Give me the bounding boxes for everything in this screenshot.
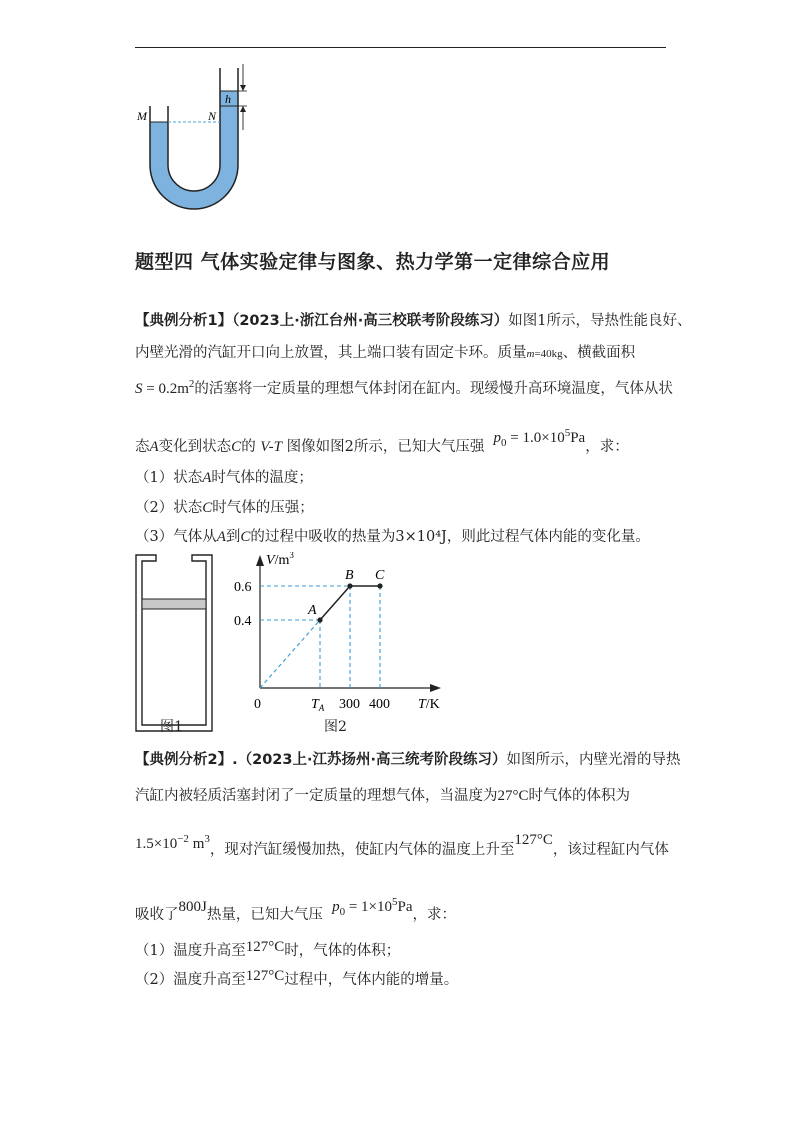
ex2-q1-temp: 127°C xyxy=(245,939,285,955)
label-h: h xyxy=(225,92,231,106)
label-point-b: B xyxy=(345,568,354,583)
ex2-line2-b: 时气体的体积为 xyxy=(528,788,631,804)
ex2-line4-b: 热量，已知大气压 xyxy=(206,906,323,923)
ex1-line4-c: 的 xyxy=(241,438,256,455)
ex2-p0-value: = 1×10 xyxy=(345,898,392,915)
state-c: C xyxy=(231,438,242,455)
label-point-a: A xyxy=(308,603,317,618)
ex1-q3 xyxy=(135,527,650,547)
ex1-line2-tail: 、横截面积 xyxy=(562,345,636,361)
ex1-line3 xyxy=(135,374,673,399)
vol-unit: m xyxy=(188,835,205,852)
tick-v06: 0.6 xyxy=(234,580,252,595)
ex2-line3-b: ，该过程缸内气体 xyxy=(552,841,669,858)
p0-exp: 5 xyxy=(564,427,571,439)
vol-exp: −2 xyxy=(177,833,189,845)
mass-symbol: m xyxy=(526,348,535,360)
q3-c: C xyxy=(240,529,251,545)
label-m: M xyxy=(137,109,147,123)
q3-mid: 到 xyxy=(225,529,241,545)
ex2-dot: . xyxy=(232,752,238,768)
q1-post: 时气体的温度； xyxy=(211,470,313,486)
temp-127: 127°C xyxy=(514,831,553,848)
ex1-tag: 【典例分析1】 xyxy=(135,313,233,329)
ex2-p0-sub: 0 xyxy=(339,905,346,918)
ex1-line2-text: 内壁光滑的汽缸开口向上放置，其上端口装有固定卡环。质量 xyxy=(135,345,527,361)
vt-label: V-T xyxy=(260,438,282,455)
q2-c: C xyxy=(202,500,213,516)
temp-27: 27°C xyxy=(497,788,529,804)
header-rule xyxy=(135,47,666,48)
ex1-line4-a: 态 xyxy=(135,438,150,455)
ex2-q1 xyxy=(135,941,400,961)
tick-t300: 300 xyxy=(339,697,360,712)
fig1-label: 图1 xyxy=(160,719,183,735)
area-exp: 2 xyxy=(188,378,195,390)
tick-v04: 0.4 xyxy=(234,614,252,629)
mass-value: =40kg xyxy=(534,348,563,360)
guide-origin xyxy=(260,620,320,688)
ex2-p0-symbol: p xyxy=(332,898,340,915)
ex2-line4-a: 吸收了 xyxy=(135,906,179,923)
heat-value: 800J xyxy=(178,898,207,915)
ex1-line4-e: ，求： xyxy=(585,438,629,455)
ex2-tag: 【典例分析2】 xyxy=(135,752,233,768)
fig2-label: 图2 xyxy=(324,719,347,735)
q1-a: A xyxy=(202,470,212,486)
ex1-line4-d: 图像如图2所示，已知大气压强 xyxy=(286,438,485,455)
vol-unit-exp: 3 xyxy=(204,833,210,845)
ex2-source: （2023上·江苏扬州·高三统考阶段练习） xyxy=(237,752,507,768)
p0-symbol: p xyxy=(493,429,502,446)
ex2-q1-post: 时，气体的体积； xyxy=(284,943,401,959)
vt-chart xyxy=(232,552,452,717)
p0-unit: Pa xyxy=(570,429,586,446)
ex2-q1-pre: （1）温度升高至 xyxy=(135,943,246,959)
ex2-line1 xyxy=(135,750,680,770)
tick-t400: 400 xyxy=(369,697,390,712)
label-point-c: C xyxy=(375,568,385,583)
ex1-line3-text: 的活塞将一定质量的理想气体封闭在缸内。现缓慢升高环境温度，气体从状 xyxy=(194,380,673,397)
ex1-source: （2023上·浙江台州·高三校联考阶段练习） xyxy=(232,313,509,329)
area-value: = 0.2m xyxy=(142,380,189,397)
point-a xyxy=(317,617,322,622)
q3-pre: （3）气体从 xyxy=(135,529,217,545)
ex2-q2-temp: 127°C xyxy=(245,968,285,984)
ex2-line3 xyxy=(135,831,669,860)
state-a: A xyxy=(149,438,159,455)
p0-sub: 0 xyxy=(501,436,507,449)
cylinder-diagram xyxy=(134,553,214,738)
ex1-line2 xyxy=(135,343,635,364)
label-n: N xyxy=(208,109,217,123)
origin-label: 0 xyxy=(254,697,261,712)
q2-pre: （2）状态 xyxy=(135,500,203,516)
q1-pre: （1）状态 xyxy=(135,470,203,486)
ex2-line1-text: 如图所示，内壁光滑的导热 xyxy=(506,752,681,768)
tick-ta: $T_A$ xyxy=(311,697,325,713)
vol-value: 1.5×10 xyxy=(135,835,178,852)
y-axis-arrow xyxy=(256,555,264,566)
ex2-line4-c: ，求： xyxy=(412,906,456,923)
p0-value: = 1.0×10 xyxy=(506,429,565,446)
q3-a: A xyxy=(216,529,226,545)
u-tube-diagram xyxy=(135,58,255,214)
ex2-line3-a: ，现对汽缸缓慢加热，使缸内气体的温度上升至 xyxy=(209,841,515,858)
ex1-line1 xyxy=(135,311,691,331)
point-b xyxy=(347,583,352,588)
ex2-line2 xyxy=(135,786,630,806)
ex1-q2 xyxy=(135,498,314,518)
ex1-q1 xyxy=(135,468,313,488)
y-axis-label: $V/m^3$ xyxy=(266,552,294,568)
ex1-line4 xyxy=(135,427,629,462)
q3-post: 的过程中吸收的热量为3×10⁴J，则此过程气体内能的变化量。 xyxy=(250,529,650,545)
ex2-q2 xyxy=(135,970,458,990)
q2-post: 时气体的压强； xyxy=(212,500,314,516)
ex2-line2-a: 汽缸内被轻质活塞封闭了一定质量的理想气体，当温度为 xyxy=(135,788,498,804)
area-symbol: S xyxy=(135,380,143,397)
ex2-line4 xyxy=(135,896,456,930)
ex1-line4-b: 变化到状态 xyxy=(158,438,232,455)
x-axis-label: T/K xyxy=(418,697,440,712)
x-axis-arrow xyxy=(430,684,441,692)
ex2-q2-post: 过程中，气体内能的增量。 xyxy=(284,972,459,988)
section-title: 题型四 气体实验定律与图象、热力学第一定律综合应用 xyxy=(135,251,611,273)
ex2-p0-unit: Pa xyxy=(397,898,413,915)
point-c xyxy=(377,583,382,588)
ex1-line1-text: 如图1所示，导热性能良好、 xyxy=(508,313,692,329)
ex2-p0-exp: 5 xyxy=(391,896,398,908)
ex2-q2-pre: （2）温度升高至 xyxy=(135,972,246,988)
